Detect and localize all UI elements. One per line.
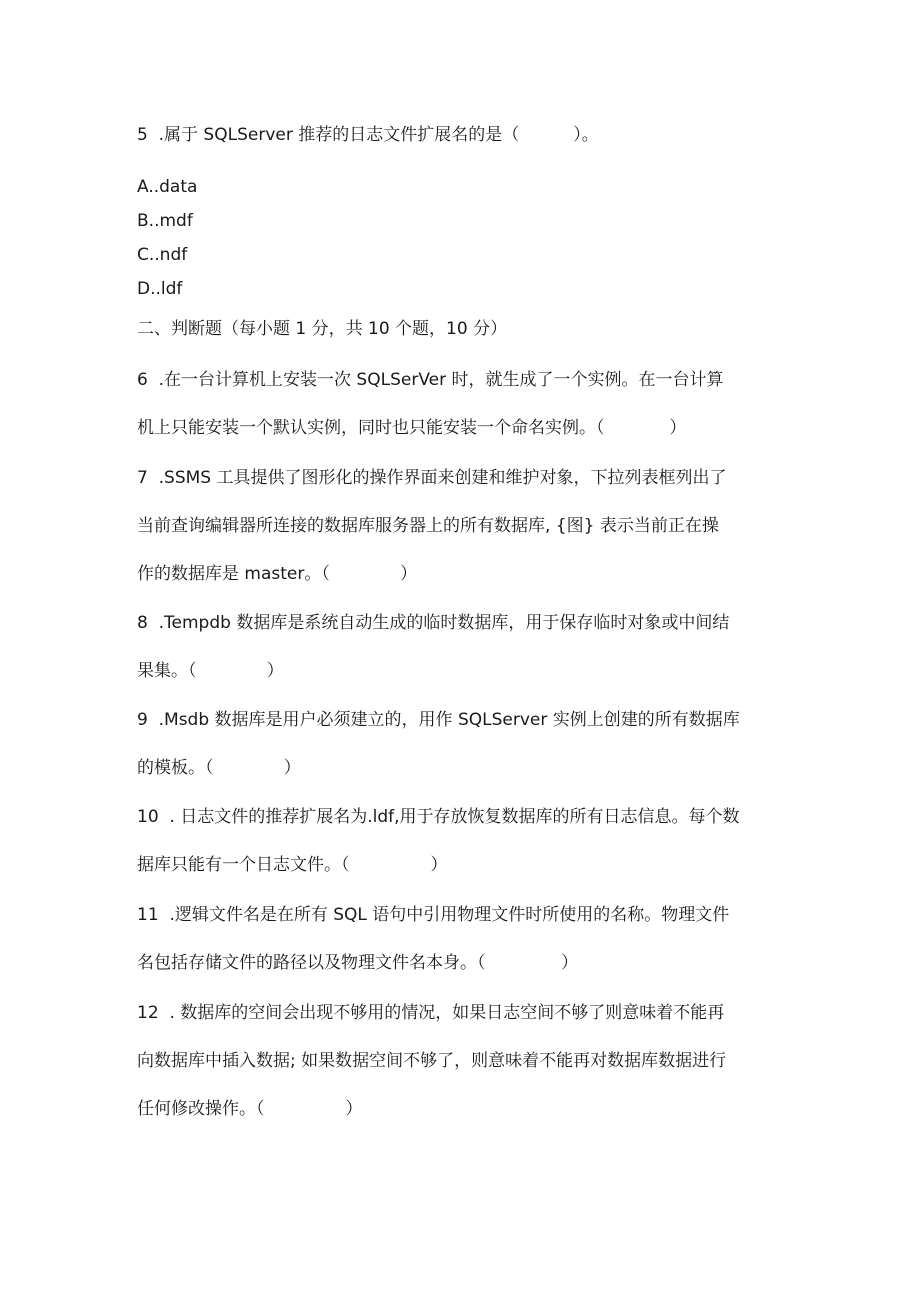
question-8-line-2: 果集。（ ） <box>137 661 284 681</box>
question-12-line-3: 任何修改操作。（ ） <box>137 1099 363 1119</box>
question-6-line-1: 6 .在一台计算机上安装一次 SQLSerVer 时，就生成了一个实例。在一台计算 <box>137 370 724 390</box>
option-c: C..ndf <box>137 245 188 265</box>
question-7-line-2: 当前查询编辑器所连接的数据库服务器上的所有数据库, {图} 表示当前正在操 <box>137 516 719 536</box>
option-a: A..data <box>137 177 198 197</box>
question-8-line-1: 8 .Tempdb 数据库是系统自动生成的临时数据库，用于保存临时对象或中间结 <box>137 613 730 633</box>
question-9-line-1: 9 .Msdb 数据库是用户必须建立的，用作 SQLServer 实例上创建的所有数据库 <box>137 710 740 730</box>
question-11-line-2: 名包括存储文件的路径以及物理文件名本身。（ ） <box>137 953 579 973</box>
option-d: D..ldf <box>137 279 183 299</box>
question-7-line-3: 作的数据库是 master。（ ） <box>137 564 418 584</box>
question-11-line-1: 11 .逻辑文件名是在所有 SQL 语句中引用物理文件时所使用的名称。物理文件 <box>137 905 730 925</box>
question-10-line-1: 10 . 日志文件的推荐扩展名为.ldf,用于存放恢复数据库的所有日志信息。每个数 <box>137 807 740 827</box>
question-12-line-2: 向数据库中插入数据; 如果数据空间不够了，则意味着不能再对数据库数据进行 <box>137 1051 727 1071</box>
question-7-line-1: 7 .SSMS 工具提供了图形化的操作界面来创建和维护对象，下拉列表框列出了 <box>137 468 727 488</box>
question-10-line-2: 据库只能有一个日志文件。（ ） <box>137 855 448 875</box>
question-12-line-1: 12 . 数据库的空间会出现不够用的情况，如果日志空间不够了则意味着不能再 <box>137 1003 725 1023</box>
question-6-line-2: 机上只能安装一个默认实例，同时也只能安装一个命名实例。（ ） <box>137 418 687 438</box>
question-9-line-2: 的模板。（ ） <box>137 758 301 778</box>
section-heading: 二、判断题（每小题 1 分，共 10 个题，10 分） <box>137 319 508 339</box>
question-5-stem: 5 .属于 SQLServer 推荐的日志文件扩展名的是（ ）。 <box>137 125 599 145</box>
option-b: B..mdf <box>137 211 193 231</box>
